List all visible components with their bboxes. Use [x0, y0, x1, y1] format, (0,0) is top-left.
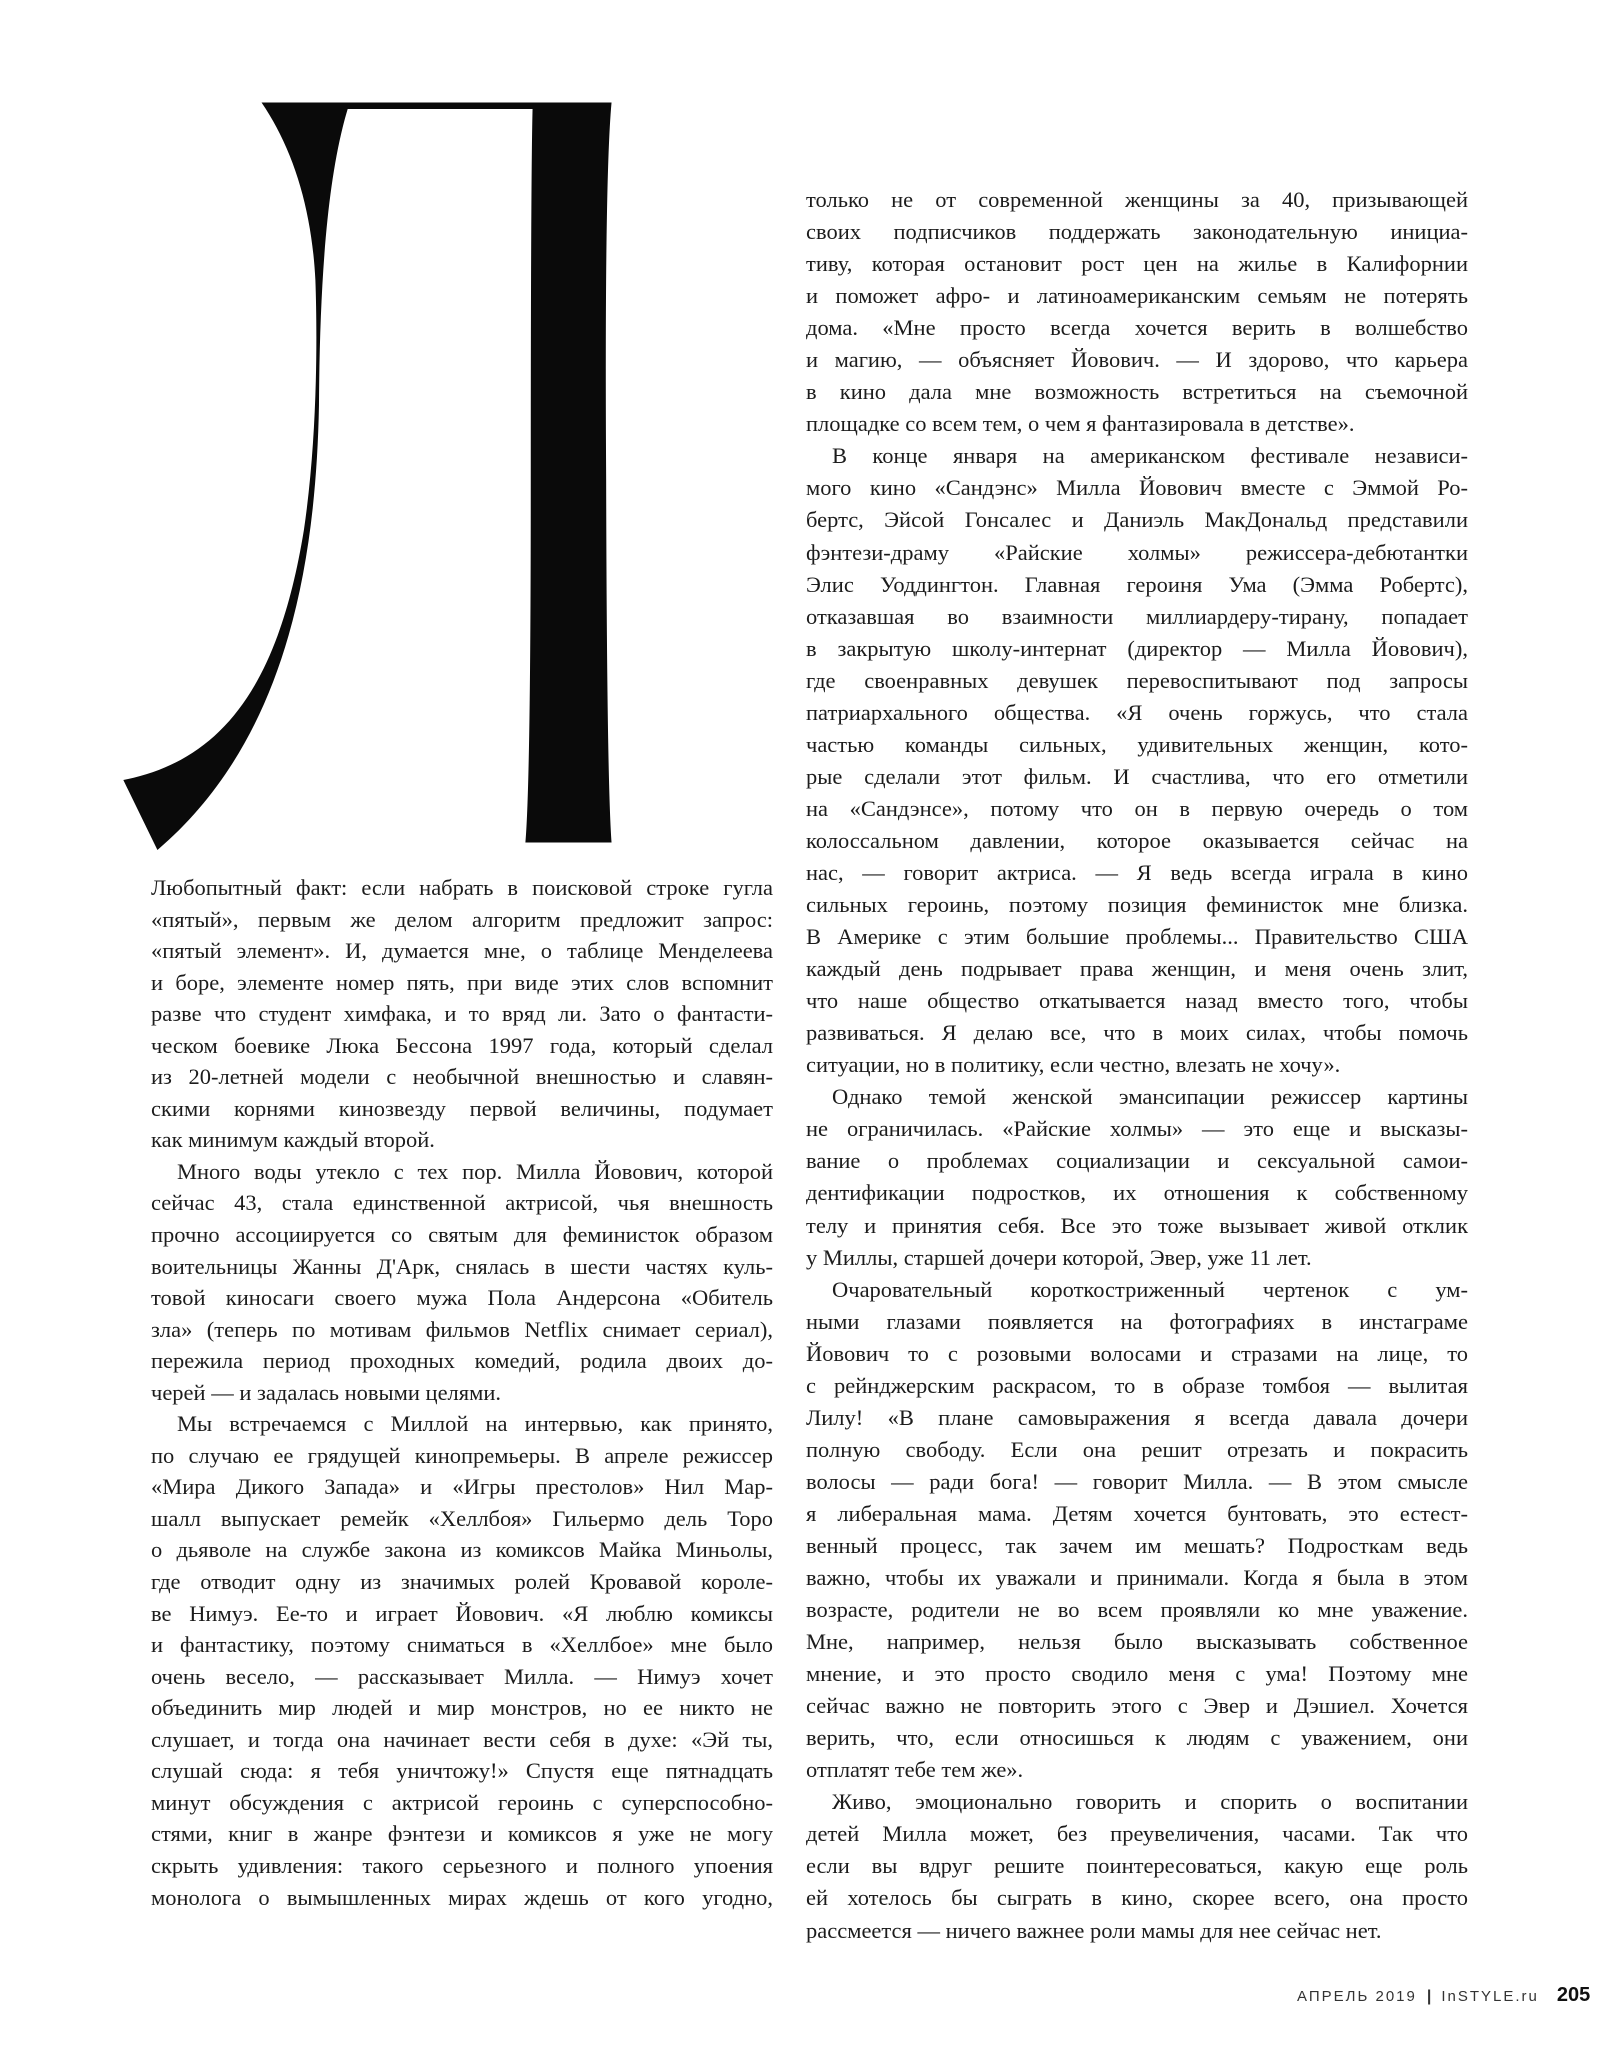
text-line: патриархального общества. «Я очень горжусь, что стала — [806, 699, 1468, 725]
paragraph — [806, 1081, 1468, 1273]
text-line: рые сделали этот фильм. И счастлива, что его отметили — [806, 763, 1468, 789]
text-line: отказавшая во взаимности миллиардеру-тирану, попадает — [806, 603, 1468, 629]
text-line: стями, книг в жанре фэнтези и комиксов я уже не могу — [151, 1821, 773, 1847]
page-number: 205 — [1556, 1984, 1591, 2006]
paragraph — [806, 1786, 1468, 1946]
article-column-right — [806, 184, 1468, 1947]
text-line: полную свободу. Если она решит отрезать и покрасить — [806, 1436, 1468, 1462]
text-line: ческом боевике Люка Бессона 1997 года, который сделал — [151, 1032, 773, 1058]
text-line: в кино дала мне возможность встретиться на съемочной — [806, 379, 1468, 405]
text-line: монолога о вымышленных мирах ждешь от кого угодно, — [151, 1884, 773, 1910]
text-line: Живо, эмоционально говорить и спорить о воспитании — [832, 1789, 1468, 1815]
text-line: развиваться. Я делаю все, что в моих силах, чтобы помочь — [806, 1020, 1468, 1046]
text-line: детей Милла может, без преувеличения, часами. Так что — [806, 1821, 1468, 1847]
paragraph — [806, 440, 1468, 1081]
paragraph — [806, 184, 1468, 440]
text-line: в закрытую школу-интернат (директор — Милла Йовович), — [806, 635, 1468, 661]
text-line: отплатят тебе тем же». — [806, 1757, 1024, 1783]
text-line: по случаю ее грядущей кинопремьеры. В апреле режиссер — [151, 1442, 773, 1468]
text-line: как минимум каждый второй. — [151, 1127, 435, 1153]
text-line: только не от современной женщины за 40, призывающей — [806, 187, 1468, 212]
paragraph — [151, 1156, 773, 1408]
text-line: и фантастику, поэтому сниматься в «Хеллбое» мне было — [151, 1632, 773, 1658]
text-line: о дьяволе на службе закона из комиксов Майка Миньолы, — [151, 1537, 773, 1563]
text-line: товой киносаги своего мужа Пола Андерсона «Обитель — [151, 1285, 773, 1311]
text-line: скими корнями кинозвезду первой величины, подумает — [151, 1095, 773, 1121]
paragraph — [151, 1408, 773, 1913]
text-line: частью команды сильных, удивительных женщин, кото- — [806, 731, 1468, 757]
text-line: венный процесс, так зачем им мешать? Подросткам ведь — [806, 1532, 1468, 1558]
drop-cap-letter-el — [100, 80, 660, 880]
text-line: В конце января на американском фестивале независи- — [832, 443, 1468, 469]
text-line: верить, что, если относишься к людям с уважением, они — [806, 1725, 1468, 1751]
text-line: вание о проблемах социализации и сексуальной самои- — [806, 1148, 1468, 1174]
text-line: телу и принятия себя. Все это тоже вызывает живой отклик — [806, 1212, 1468, 1238]
text-line: из 20-летней модели с необычной внешностью и славян- — [151, 1064, 773, 1090]
paragraph — [151, 872, 773, 1156]
text-line: Много воды утекло с тех пор. Милла Йовович, которой — [177, 1158, 773, 1184]
text-line: бертс, Эйсой Гонсалес и Даниэль МакДональд представили — [806, 507, 1468, 533]
text-line: мого кино «Сандэнс» Милла Йовович вместе с Эммой Ро- — [806, 475, 1468, 501]
text-line: разве что студент химфака, и то вряд ли. Зато о фантасти- — [151, 1001, 773, 1027]
magazine-site: InSTYLE.ru — [1441, 1988, 1539, 2005]
text-line: я либеральная мама. Детям хочется бунтовать, это естест- — [806, 1500, 1468, 1526]
text-line: ве Нимуэ. Ее-то и играет Йовович. «Я люблю комиксы — [151, 1600, 773, 1626]
text-line: очень весело, — рассказывает Милла. — Нимуэ хочет — [151, 1663, 773, 1689]
text-line: черей — и задалась новыми целями. — [151, 1379, 502, 1405]
text-line: с рейнджерским раскрасом, то в образе томбоя — вылитая — [806, 1372, 1468, 1398]
text-line: Йовович то с розовыми волосами и стразами на лице, то — [806, 1340, 1468, 1366]
text-line: возрасте, родители не во всем проявляли ко мне уважение. — [806, 1597, 1468, 1623]
text-line: Однако темой женской эмансипации режиссер картины — [832, 1084, 1468, 1110]
text-line: Любопытный факт: если набрать в поисковой строке гугла — [151, 875, 773, 900]
text-line: дома. «Мне просто всегда хочется верить в волшебство — [806, 315, 1468, 341]
text-line: не ограничилась. «Райские холмы» — это еще и высказы- — [806, 1116, 1468, 1142]
text-line: где отводит одну из значимых ролей Кровавой короле- — [151, 1569, 773, 1595]
text-line: тиву, которая остановит рост цен на жилье в Калифорнии — [806, 251, 1468, 277]
text-line: скрыть удивления: такого серьезного и полного упоения — [151, 1852, 773, 1878]
text-line: Лилу! «В плане самовыражения я всегда давала дочери — [806, 1404, 1468, 1430]
text-line: «пятый», первым же делом алгоритм предложит запрос: — [151, 906, 773, 932]
text-line: площадке со всем тем, о чем я фантазировала в детстве». — [806, 411, 1355, 437]
text-line: колоссальном давлении, которое оказывается сейчас на — [806, 827, 1468, 853]
text-line: сильных героинь, поэтому позиция феминисток мне близка. — [806, 892, 1468, 918]
text-line: фэнтези-драму «Райские холмы» режиссера-дебютантки — [806, 539, 1468, 565]
text-line: сейчас 43, стала единственной актрисой, чья внешность — [151, 1190, 773, 1216]
text-line: Элис Уоддингтон. Главная героиня Ума (Эмма Робертс), — [806, 571, 1468, 597]
paragraph — [806, 1274, 1468, 1787]
text-line: слушай сюда: я тебя уничтожу!» Спустя еще пятнадцать — [151, 1758, 773, 1784]
text-line: ными глазами появляется на фотографиях в инстаграме — [806, 1308, 1468, 1334]
text-line: сейчас важно не повторить этого с Эвер и Дэшиел. Хочется — [806, 1693, 1468, 1719]
footer-separator: | — [1426, 1988, 1432, 2005]
issue-date: АПРЕЛЬ 2019 — [1297, 1988, 1417, 2005]
article-column-left — [151, 872, 773, 1913]
text-line: зла» (теперь по мотивам фильмов Netflix снимает сериал), — [151, 1316, 773, 1342]
text-line: ей хотелось бы сыграть в кино, скорее всего, она просто — [806, 1885, 1468, 1911]
text-line: рассмеется — ничего важнее роли мамы для нее сейчас нет. — [806, 1917, 1382, 1943]
text-line: каждый день подрывает права женщин, и меня очень злит, — [806, 956, 1468, 982]
text-line: слушает, и тогда она начинает вести себя в духе: «Эй ты, — [151, 1726, 773, 1752]
text-line: дентификации подростков, их отношения к собственному — [806, 1180, 1468, 1206]
text-line: волосы — ради бога! — говорит Милла. — В этом смысле — [806, 1468, 1468, 1494]
text-line: «пятый элемент». И, думается мне, о таблице Менделеева — [151, 938, 773, 964]
text-line: пережила период проходных комедий, родила двоих до- — [151, 1348, 773, 1374]
text-line: своих подписчиков поддержать законодательную инициа- — [806, 219, 1468, 245]
text-line: на «Сандэнсе», потому что он в первую очередь о том — [806, 795, 1468, 821]
text-line: важно, чтобы их уважали и принимали. Когда я была в этом — [806, 1565, 1468, 1591]
text-line: у Миллы, старшей дочери которой, Эвер, уже 11 лет. — [806, 1244, 1312, 1270]
text-line: Мне, например, нельзя было высказывать собственное — [806, 1629, 1468, 1655]
text-line: что наше общество откатывается назад вместо того, чтобы — [806, 988, 1468, 1014]
text-line: прочно ассоциируется со святым для феминисток образом — [151, 1222, 773, 1248]
text-line: ситуации, но в политику, если честно, влезать не хочу». — [806, 1052, 1341, 1078]
text-line: мнение, и это просто сводило меня с ума! Поэтому мне — [806, 1661, 1468, 1687]
text-line: если вы вдруг решите поинтересоваться, какую еще роль — [806, 1853, 1468, 1879]
text-line: и магию, — объясняет Йовович. — И здорово, что карьера — [806, 347, 1468, 373]
text-line: воительницы Жанны Д'Арк, снялась в шести частях куль- — [151, 1253, 773, 1279]
text-line: где своенравных девушек перевоспитывают под запросы — [806, 667, 1468, 693]
text-line: шалл выпускает ремейк «Хеллбоя» Гильермо дель Торо — [151, 1505, 773, 1531]
text-line: «Мира Дикого Запада» и «Игры престолов» Нил Мар- — [151, 1474, 773, 1500]
page-footer — [1297, 1984, 1590, 2007]
text-line: нас, — говорит актриса. — Я ведь всегда играла в кино — [806, 859, 1468, 885]
text-line: Мы встречаемся с Миллой на интервью, как принято, — [177, 1411, 773, 1437]
text-line: и поможет афро- и латиноамериканским семьям не потерять — [806, 283, 1468, 309]
text-line: и боре, элементе номер пять, при виде этих слов вспомнит — [151, 969, 773, 995]
text-line: объединить мир людей и мир монстров, но ее никто не — [151, 1695, 773, 1721]
text-line: минут обсуждения с актрисой героинь с суперспособно- — [151, 1789, 773, 1815]
text-line: Очаровательный короткостриженный чертенок с ум- — [832, 1276, 1468, 1302]
text-line: В Америке с этим большие проблемы... Правительство США — [806, 924, 1468, 950]
